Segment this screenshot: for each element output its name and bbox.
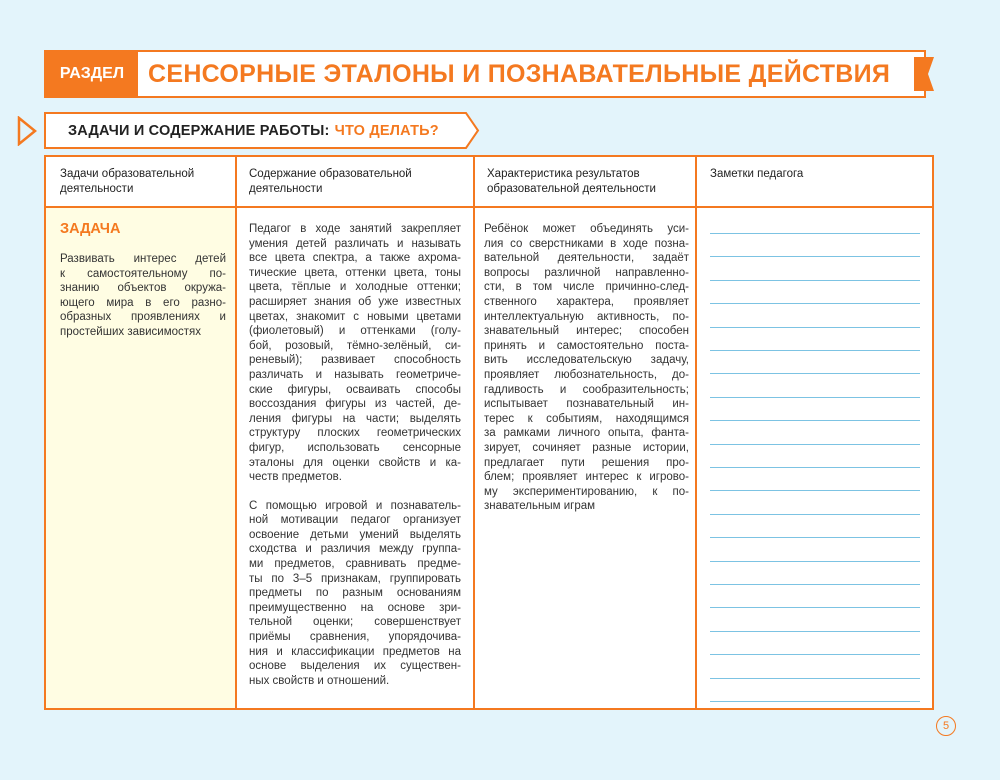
note-line bbox=[710, 233, 920, 234]
note-line bbox=[710, 514, 920, 515]
subheader-text bbox=[68, 112, 439, 149]
content-description: Педагог в ходе занятий закрепляет умения детей различать и называть все цвета спектра, а также ахрома- тические цвета, оттенки цвета, тоны цвета, тёплые и холодные оттенки; расширяет знания об уже известных цветах, знакомит с новыми цветами (фиолетовый) и оттенками (голу- бой, розовый, тёмно-зелёный, си- реневый); развивает способность различать и называть геометриче- ские фигуры, осваивать способы воссоздания фигуры из частей, де- ления фигуры на части; выделять структуру плоских геометрических фигур, использовать сенсорные эталоны для оценки свойств и ка- честв предметов. С помощью игровой и познаватель- ной мотивации педагог организует освоение детьми умений выделять сходства и различия между группа- ми предметов, сравнивать предме- ты по 3–5 признакам, группировать предметы по разным основаниям преимущественно на основе зри- тельной оценки; совершенствует приёмы сравнения, упорядочива- ния и классификации предметов на основе выделения их существен- ных свойств и отношений. bbox=[249, 223, 461, 687]
column-divider bbox=[695, 157, 697, 708]
work-table bbox=[44, 155, 934, 710]
column-header-tasks: Задачи образовательной деятельности bbox=[60, 168, 195, 195]
note-line bbox=[710, 678, 920, 679]
note-line bbox=[710, 444, 920, 445]
section-label: РАЗДЕЛ bbox=[46, 52, 138, 96]
header-divider bbox=[46, 206, 932, 208]
note-line bbox=[710, 654, 920, 655]
results-description: Ребёнок может объединять уси- лия со сверстниками в ходе позна- вательной деятельности, задаёт вопросы различной направленно- сти, в том числе причинно-след- ственного характера, проявляет интеллектуальную активность, по- знавательный интерес; способен принять и самостоятельно поста- вить исследовательскую задачу, проявляет любознательность, до- гадливость и сообразительность; испытывает познавательный ин- терес к событиям, находящимся за рамками личного опыта, фанта- зирует, сочиняет разные истории, предлагает пути решения про- блем; проявляет интерес к игрово- му экспериментированию, к по- знавательным играм bbox=[484, 223, 689, 513]
section-header bbox=[44, 50, 926, 98]
note-line bbox=[710, 350, 920, 351]
note-line bbox=[710, 607, 920, 608]
note-line bbox=[710, 303, 920, 304]
note-line bbox=[710, 701, 920, 702]
task-title: ЗАДАЧА bbox=[60, 221, 121, 237]
note-line bbox=[710, 373, 920, 374]
arrow-right-icon bbox=[17, 116, 37, 146]
subheader-accent: ЧТО ДЕЛАТЬ? bbox=[334, 122, 439, 139]
subheader-label: ЗАДАЧИ И СОДЕРЖАНИЕ РАБОТЫ: bbox=[68, 122, 330, 139]
note-line bbox=[710, 327, 920, 328]
column-divider bbox=[235, 157, 237, 708]
note-line bbox=[710, 397, 920, 398]
subheader bbox=[44, 112, 480, 149]
note-line bbox=[710, 467, 920, 468]
note-line bbox=[710, 280, 920, 281]
column-divider bbox=[473, 157, 475, 708]
task-description: Развивать интерес детей к самостоятельному по- знанию объектов окружа- ющего мира в его разно- образных проявлениях и простейших зависимостях bbox=[60, 253, 226, 338]
page-title: СЕНСОРНЫЕ ЭТАЛОНЫ И ПОЗНАВАТЕЛЬНЫЕ ДЕЙСТВИЯ bbox=[148, 59, 891, 88]
note-line bbox=[710, 490, 920, 491]
note-line bbox=[710, 537, 920, 538]
note-line bbox=[710, 256, 920, 257]
column-header-results: Характеристика результатов образовательной деятельности bbox=[487, 168, 656, 195]
note-line bbox=[710, 561, 920, 562]
note-line bbox=[710, 420, 920, 421]
flag-decoration-icon bbox=[914, 57, 934, 91]
page-number: 5 bbox=[936, 716, 956, 736]
column-header-content: Содержание образовательной деятельности bbox=[249, 168, 412, 195]
column-header-notes: Заметки педагога bbox=[710, 168, 804, 180]
note-line bbox=[710, 631, 920, 632]
note-line bbox=[710, 584, 920, 585]
